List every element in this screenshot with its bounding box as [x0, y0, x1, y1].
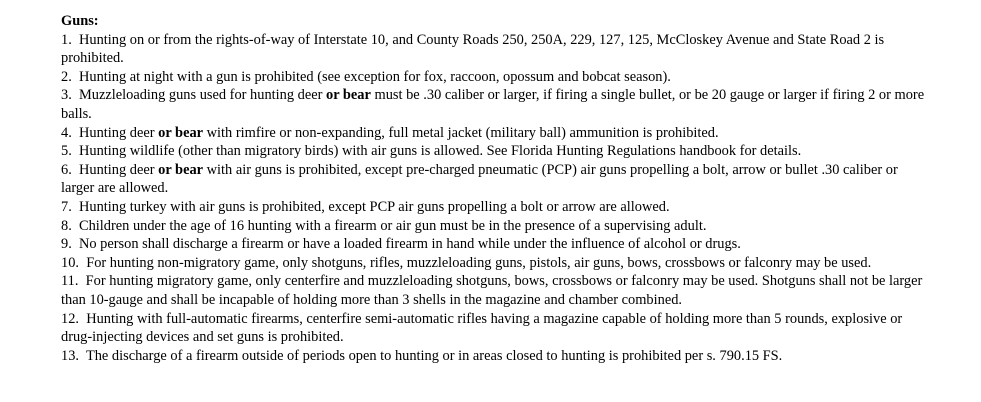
rule-text: Hunting deer [79, 161, 155, 178]
rule-text: Hunting turkey with air guns is prohibited, except PCP air guns propelling a bolt or arrow are allowed. [79, 198, 670, 215]
rule-text-continued: with air guns is prohibited, except pre-charged pneumatic (PCP) air guns propelling a bolt, arrow or bullet .30 caliber or larger are allowed. [61, 161, 898, 197]
rule-number: 3. [61, 87, 72, 104]
rule-text: Hunting wildlife (other than migratory birds) with air guns is allowed. See Florida Hunting Regulations handbook for details. [79, 143, 802, 160]
rule-item [61, 347, 931, 366]
rule-item [61, 124, 931, 143]
rule-item [61, 142, 931, 161]
rule-text-continued: must be .30 caliber or larger, if firing a single bullet, or be 20 gauge or larger if firing 2 or more balls. [61, 87, 925, 122]
rule-text: For hunting migratory game, only centerfire and muzzleloading shotguns, bows, crossbows or falconry may be used. Shotguns shall not be larger than 10-gauge and shall be incapable of holding more than 3 shells in the magazine and chamber combined. [61, 273, 923, 308]
rule-number: 8. [61, 217, 72, 234]
section-heading: Guns: [61, 13, 99, 29]
rule-number: 6. [61, 161, 72, 178]
rule-text-continued: with rimfire or non-expanding, full metal jacket (military ball) ammunition is prohibited. [206, 124, 719, 141]
rule-item [61, 235, 931, 254]
rules-list [61, 31, 931, 366]
rule-text: Hunting on or from the rights-of-way of Interstate 10, and County Roads 250, 250A, 229, 127, 125, McCloskey Avenue and State Road 2 is prohibited. [61, 31, 885, 67]
rule-number: 5. [61, 143, 72, 160]
rule-item [61, 31, 931, 68]
rule-bold-text: or bear [158, 124, 204, 141]
rule-number: 10. [61, 254, 79, 271]
rule-text: Muzzleloading guns used for hunting deer [79, 87, 323, 104]
rule-text: No person shall discharge a firearm or have a loaded firearm in hand while under the influence of alcohol or drugs. [79, 236, 741, 253]
rule-text: The discharge of a firearm outside of periods open to hunting or in areas closed to hunting is prohibited per s. 790.15 FS. [85, 347, 783, 364]
rule-text: For hunting non-migratory game, only shotguns, rifles, muzzleloading guns, pistols, air guns, bows, crossbows or falconry may be used. [86, 254, 872, 271]
rule-text: Children under the age of 16 hunting with a firearm or air gun must be in the presence of a supervising adult. [79, 217, 707, 234]
rule-number: 12. [61, 310, 79, 327]
rule-text: Hunting at night with a gun is prohibited (see exception for fox, raccoon, opossum and bobcat season). [79, 68, 671, 85]
rule-number: 1. [61, 31, 72, 48]
rule-number: 4. [61, 124, 72, 141]
rule-bold-text: or bear [326, 87, 371, 104]
rule-item [61, 161, 931, 198]
rule-number: 7. [61, 198, 72, 215]
rule-item [61, 310, 931, 347]
rule-bold-text: or bear [158, 161, 204, 178]
rule-text: Hunting with full-automatic firearms, centerfire semi-automatic rifles having a magazine capable of holding more than 5 rounds, explosive or drug-injecting devices and set guns is prohibited. [61, 310, 903, 346]
regulations-document [61, 12, 931, 365]
rule-item [61, 68, 931, 87]
rule-number: 2. [61, 68, 72, 85]
rule-item [61, 217, 931, 236]
rule-number: 13. [61, 347, 79, 364]
rule-item [61, 254, 931, 273]
rule-item [61, 198, 931, 217]
rule-number: 9. [61, 236, 72, 253]
rule-item [61, 272, 931, 309]
rule-text: Hunting deer [79, 124, 155, 141]
rule-item [61, 86, 931, 123]
rule-number: 11. [61, 273, 79, 290]
